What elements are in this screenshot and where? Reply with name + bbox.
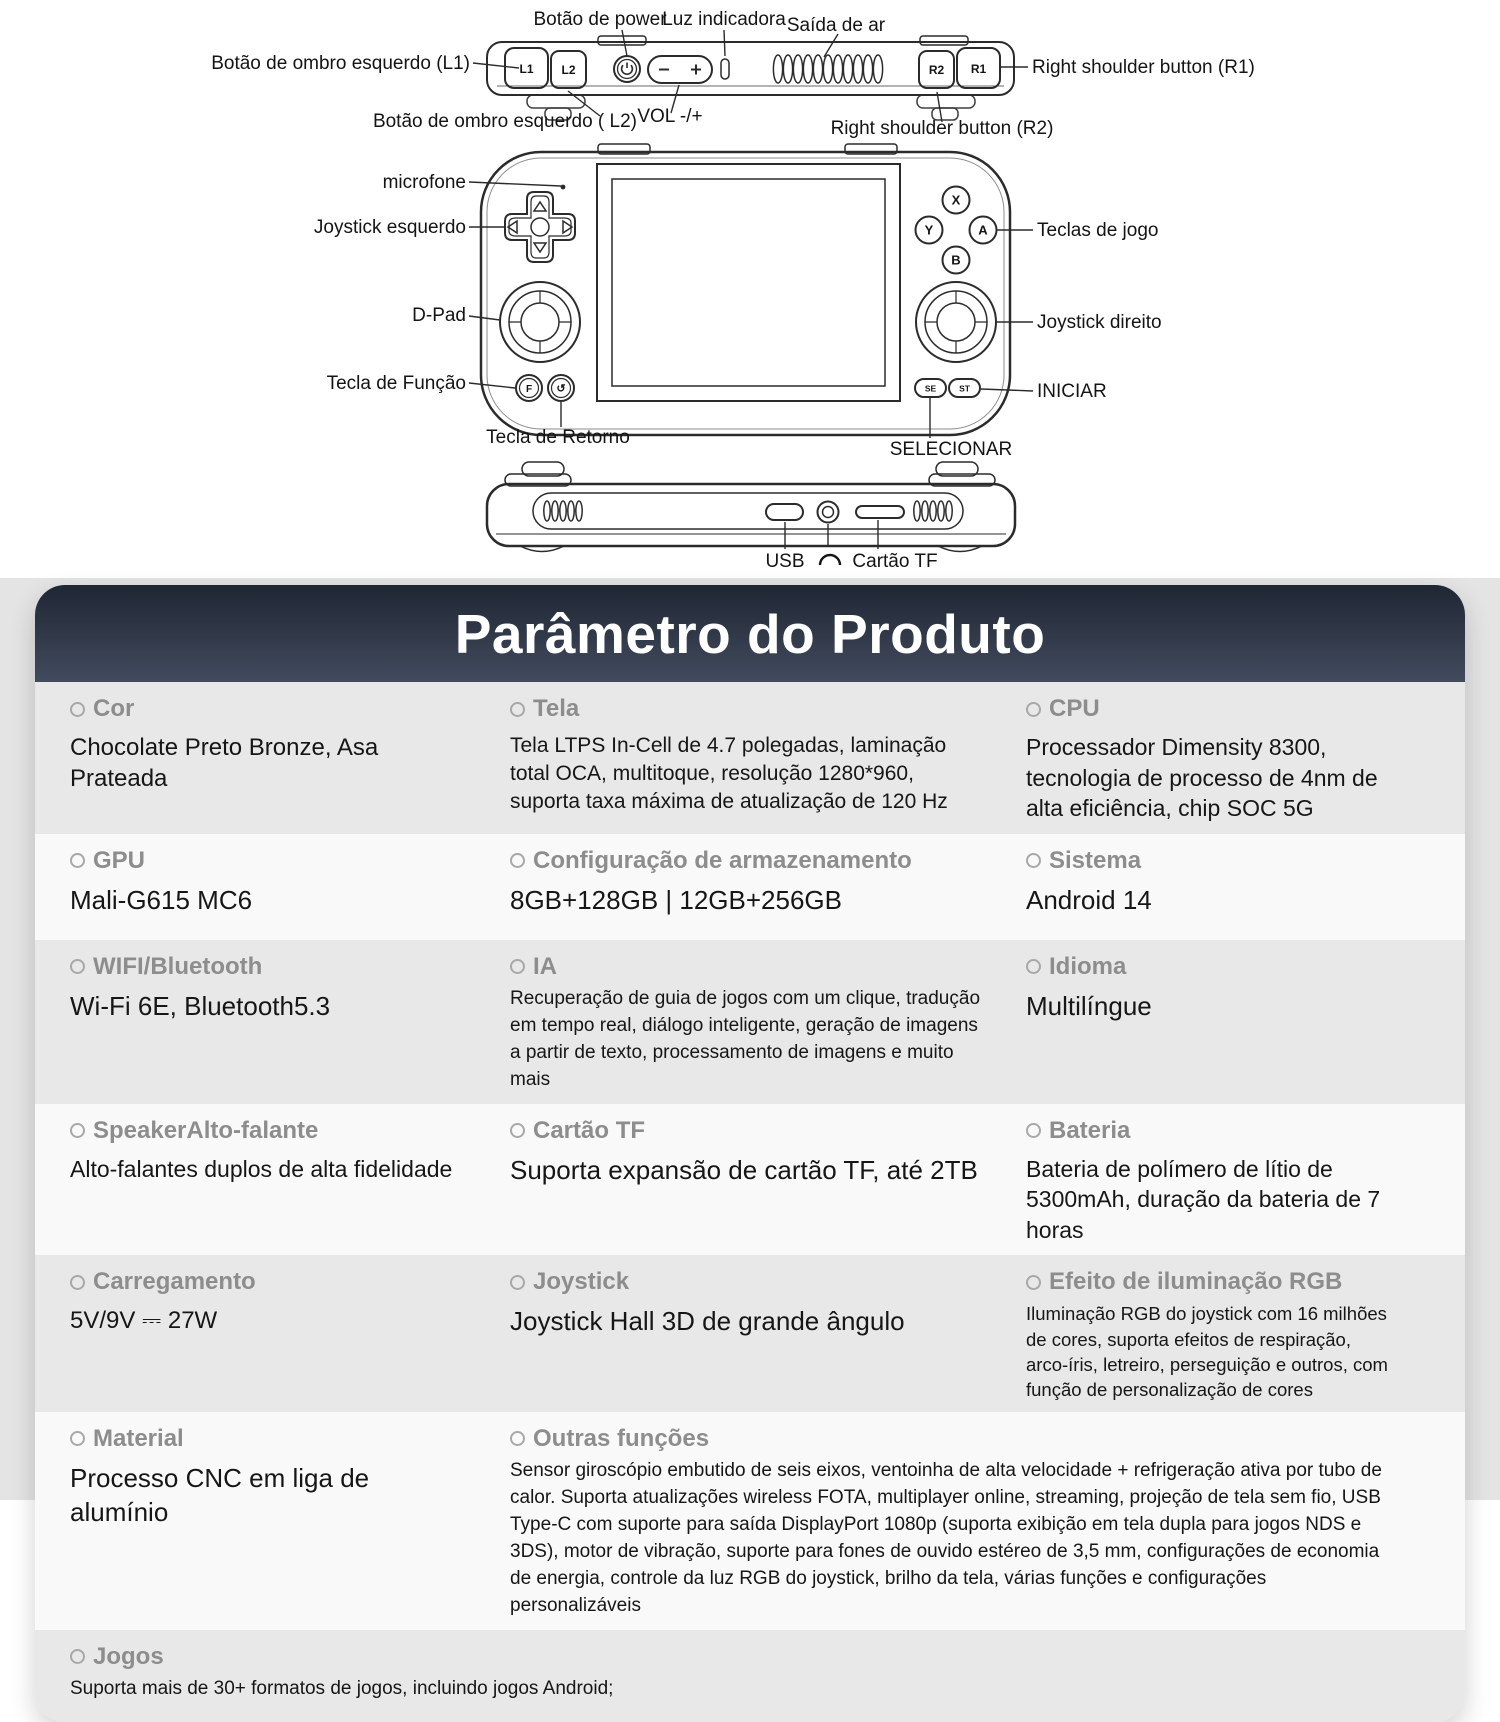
label-air-outlet: Saída de ar [786, 15, 886, 36]
bottom-view [487, 462, 1015, 552]
shoulder-trigger-top [505, 462, 995, 486]
right-stick [916, 282, 996, 362]
param-label: Jogos [93, 1642, 164, 1670]
param-cell-tela [510, 695, 1026, 824]
param-label: WIFI/Bluetooth [93, 952, 263, 980]
param-row [35, 1104, 1465, 1256]
param-label: Cor [93, 695, 135, 722]
param-label: Outras funções [533, 1424, 710, 1452]
param-value: Recuperação de guia de jogos com um clique, tradução em tempo real, diálogo inteligente, geração de imagens a partir de texto, processamento de imagens e muito mais [510, 987, 981, 1090]
circle-bullet-icon [1026, 702, 1041, 717]
parameters-header [35, 585, 1465, 682]
param-cell-cartao-tf [510, 1117, 1026, 1246]
circle-bullet-icon [510, 959, 525, 974]
product-parameters-card [35, 585, 1465, 1722]
param-cell-bateria [1026, 1117, 1429, 1246]
label-power-button: Botão de power [533, 9, 667, 30]
param-value: Suporta mais de 30+ formatos de jogos, incluindo jogos Android; [70, 1677, 614, 1699]
param-label: Tela [533, 695, 580, 722]
param-row [35, 682, 1465, 834]
circle-bullet-icon [70, 1431, 85, 1446]
b-button-label: B [951, 252, 961, 268]
param-label: Carregamento [93, 1268, 256, 1296]
param-value: Mali-G615 MC6 [70, 884, 253, 915]
circle-bullet-icon [70, 702, 85, 717]
volume-rocker [648, 56, 712, 83]
param-value: Suporta expansão de cartão TF, até 2TB [510, 1154, 978, 1185]
air-vent-grille [773, 55, 882, 83]
left-stick [500, 282, 580, 362]
r2-button-label: R2 [928, 63, 945, 77]
a-button-label: A [978, 222, 988, 238]
circle-bullet-icon [70, 1275, 85, 1290]
headphone-jack [818, 502, 839, 523]
circle-bullet-icon [70, 959, 85, 974]
circle-bullet-icon [70, 1123, 85, 1138]
param-cell-idioma [1026, 953, 1429, 1094]
param-cell-carregamento [70, 1268, 510, 1402]
headphone-icon [820, 555, 840, 565]
param-label: Bateria [1049, 1116, 1131, 1144]
speaker-grille-left [544, 501, 582, 521]
label-l1: Botão de ombro esquerdo (L1) [211, 53, 470, 74]
circle-bullet-icon [1026, 1275, 1041, 1290]
label-select: SELECIONAR [889, 439, 1013, 460]
param-cell-sistema [1026, 847, 1429, 930]
label-indicator-light: Luz indicadora [662, 9, 786, 30]
lower-section [0, 578, 1500, 1699]
param-label: Material [93, 1424, 184, 1452]
circle-bullet-icon [70, 1649, 85, 1664]
label-left-joystick: Joystick esquerdo [313, 217, 466, 238]
r1-button-label: R1 [970, 62, 987, 76]
param-label: SpeakerAlto-falante [93, 1116, 319, 1144]
label-dpad: D-Pad [412, 305, 466, 326]
circle-bullet-icon [70, 853, 85, 868]
param-row [35, 1630, 1465, 1722]
param-value: Bateria de polímero de lítio de 5300mAh, duração da bateria de 7 horas [1026, 1155, 1381, 1243]
param-value: Android 14 [1026, 884, 1152, 915]
top-view [487, 36, 1014, 120]
circle-bullet-icon [510, 853, 525, 868]
label-r1: Right shoulder button (R1) [1032, 57, 1255, 78]
param-label: Cartão TF [533, 1116, 646, 1144]
param-cell-iluminacao-rgb [1026, 1268, 1429, 1402]
l1-button-label: L1 [519, 62, 534, 76]
param-row [35, 1255, 1465, 1412]
top-tab [920, 36, 968, 45]
param-cell-wifi-bluetooth [70, 953, 510, 1094]
circle-bullet-icon [510, 702, 525, 717]
param-label: Configuração de armazenamento [533, 846, 912, 874]
function-button-glyph: F [525, 384, 533, 395]
screen [597, 164, 900, 401]
param-value: Sensor giroscópio embutido de seis eixos, ventoinha de alta velocidade + refrigeração ativa por tubo de calor. Suporta atualizações wireless FOTA, multiplayer online, streaming, projeção de tela sem fio, USB Type-C com suporte para saída DisplayPort 1080p (suporta exibição em tela dupla para jogos NDS e 3DS), motor de vibração, suporte para fones de ouvido estéreo de 3,5 mm, configurações de economia de energia, controle da luz RGB do joystick, brilho da tela, várias funções e configurações personalizáveis [510, 1459, 1382, 1616]
indicator-light [721, 59, 729, 79]
param-cell-alto-falante [70, 1117, 510, 1246]
power-button-icon [614, 56, 640, 82]
param-label: IA [533, 952, 557, 980]
parameters-title: Parâmetro do Produto [454, 602, 1046, 665]
label-usb: USB [765, 551, 805, 572]
return-button-glyph: ↺ [556, 383, 566, 395]
param-value: 5V/9V ⎓ 27W [70, 1307, 218, 1335]
l2-button-label: L2 [561, 63, 576, 77]
param-value: Processador Dimensity 8300, tecnologia de processo de 4nm de alta eficiência, chip SOC 5G [1026, 734, 1378, 822]
dpad-cross [505, 192, 575, 262]
start-button-label: ST [959, 383, 970, 394]
y-button-label: Y [924, 222, 934, 238]
param-value: Wi-Fi 6E, Bluetooth5.3 [70, 990, 331, 1021]
tf-card-slot [856, 506, 904, 518]
x-button-label: X [951, 192, 961, 208]
param-label: Idioma [1049, 952, 1127, 980]
label-return-key: Tecla de Retorno [486, 427, 630, 448]
bottom-face [533, 493, 963, 529]
label-tf-card: Cartão TF [852, 551, 938, 572]
select-button-label: SE [924, 383, 937, 394]
param-label: Efeito de iluminação RGB [1049, 1268, 1343, 1296]
label-start: INICIAR [1037, 381, 1107, 402]
circle-bullet-icon [510, 1275, 525, 1290]
param-value: Alto-falantes duplos de alta fidelidade [70, 1155, 453, 1182]
circle-bullet-icon [1026, 853, 1041, 868]
param-cell-material [70, 1425, 510, 1620]
param-cell-cor [70, 695, 510, 824]
usb-port [766, 504, 803, 520]
label-vol: VOL -/+ [637, 106, 703, 127]
param-value: Multilíngue [1026, 990, 1152, 1021]
param-label: GPU [93, 846, 146, 874]
param-label: Joystick [533, 1268, 630, 1296]
label-microphone: microfone [382, 172, 466, 193]
label-l2: Botão de ombro esquerdo ( L2) [372, 111, 637, 132]
param-value: Chocolate Preto Bronze, Asa Prateada [70, 734, 379, 793]
param-cell-armazenamento [510, 847, 1026, 930]
top-tab [598, 36, 646, 45]
param-cell-outras-funcoes [510, 1425, 1429, 1620]
param-label: Sistema [1049, 846, 1142, 874]
param-value: Joystick Hall 3D de grande ângulo [510, 1306, 905, 1337]
speaker-grille-right [914, 501, 952, 521]
param-value: Iluminação RGB do joystick com 16 milhões de cores, suporta efeitos de respiração, arco-íris, letreiro, perseguição e outros, com função de personalização de cores [1026, 1303, 1388, 1400]
param-cell-ia [510, 953, 1026, 1094]
param-cell-cpu [1026, 695, 1429, 824]
circle-bullet-icon [1026, 959, 1041, 974]
param-cell-joystick [510, 1268, 1026, 1402]
param-cell-gpu [70, 847, 510, 930]
label-game-keys: Teclas de jogo [1037, 220, 1159, 241]
device-diagram [0, 0, 1500, 578]
param-label: CPU [1049, 695, 1100, 722]
circle-bullet-icon [510, 1123, 525, 1138]
label-r2: Right shoulder button (R2) [830, 118, 1054, 139]
param-cell-jogos [70, 1643, 1429, 1712]
microphone-hole [561, 185, 566, 190]
circle-bullet-icon [1026, 1123, 1041, 1138]
param-value: Processo CNC em liga de alumínio [70, 1462, 370, 1527]
param-value: 8GB+128GB | 12GB+256GB [510, 884, 842, 915]
param-row [35, 834, 1465, 940]
param-row [35, 1412, 1465, 1630]
circle-bullet-icon [510, 1431, 525, 1446]
label-function-key: Tecla de Função [326, 373, 466, 394]
param-row [35, 940, 1465, 1104]
label-right-joystick: Joystick direito [1037, 312, 1162, 333]
param-value: Tela LTPS In-Cell de 4.7 polegadas, laminação total OCA, multitoque, resolução 1280*960, suporta taxa máxima de atualização de 120 Hz [510, 734, 948, 814]
